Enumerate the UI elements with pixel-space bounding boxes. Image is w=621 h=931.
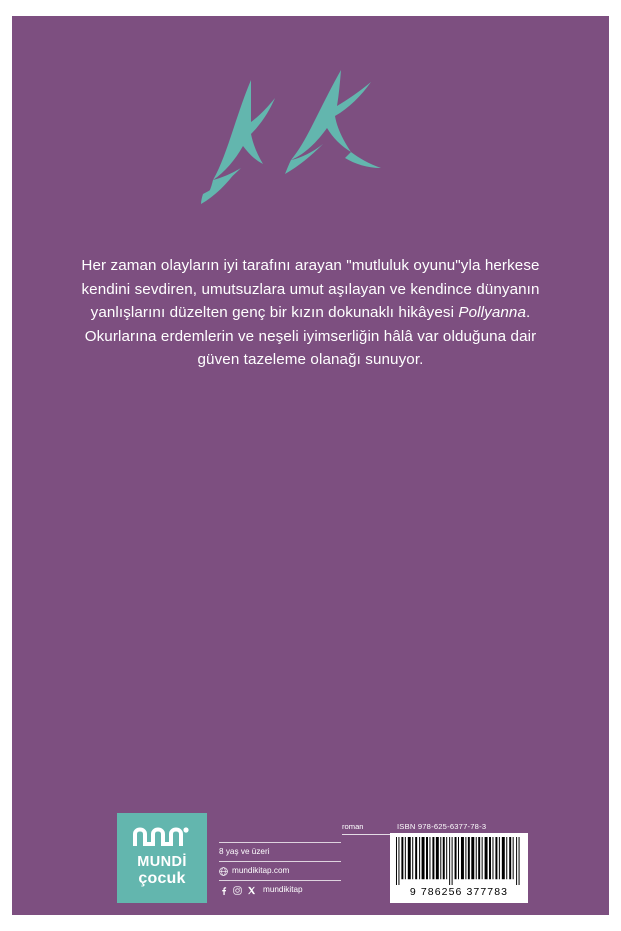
instagram-icon[interactable] [233, 886, 242, 895]
social-handle-text: mundikitap [263, 884, 303, 894]
blurb-text-part1: Her zaman olayların iyi tarafını arayan "mutluluk oyunu"yla herkese kendini sevdiren, umutsuzlara umut aşılayan ve kendince dünyanın yanlışlarını düzelten genç bir kızın dokunaklı hikâyesi [81, 257, 540, 322]
publisher-imprint: çocuk [138, 869, 186, 887]
genre-label: roman [342, 822, 364, 831]
cover-footer [12, 811, 609, 915]
blurb-book-title: Pollyanna [458, 304, 527, 322]
wave-mark-icon [133, 824, 191, 846]
publisher-info [219, 842, 341, 899]
publisher-logo [117, 813, 207, 903]
swallows-illustration [12, 68, 609, 238]
x-twitter-icon[interactable] [247, 886, 256, 895]
book-back-cover [12, 16, 609, 915]
two-swallows-icon [191, 68, 431, 218]
publisher-name: MUNDİ [137, 854, 187, 870]
website-row[interactable] [219, 862, 341, 881]
globe-icon [219, 867, 228, 876]
barcode-number: 9 786256 377783 [409, 886, 509, 898]
back-cover-blurb [68, 254, 553, 372]
blurb-text-part2: . Okurlarına erdemlerin ve neşeli iyimserliğin hâlâ var olduğuna dair güven tazeleme olanağı sunuyor. [84, 304, 537, 369]
facebook-icon[interactable] [219, 886, 228, 895]
mundi-mark-icon [125, 822, 199, 848]
isbn-label: ISBN 978-625-6377-78-3 [397, 822, 487, 831]
barcode-bars [395, 837, 523, 885]
social-row[interactable] [219, 881, 341, 899]
age-rating-text: 8 yaş ve üzeri [219, 846, 270, 856]
website-text: mundikitap.com [232, 865, 290, 875]
social-icons [219, 886, 256, 895]
age-rating-row [219, 842, 341, 862]
isbn-barcode [390, 833, 528, 903]
genre-rule [342, 834, 390, 835]
